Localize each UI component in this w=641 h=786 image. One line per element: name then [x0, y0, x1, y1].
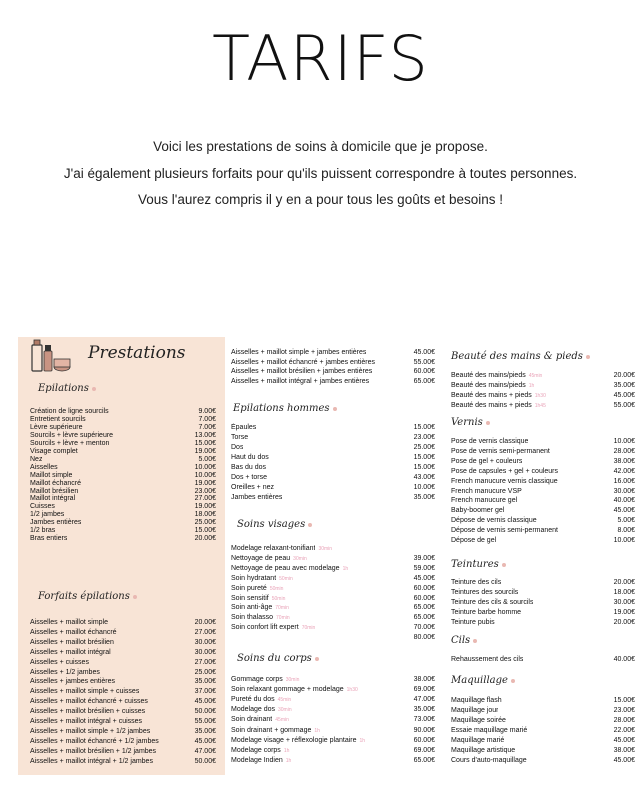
service-name: Aisselles + jambes entières [30, 678, 116, 686]
price-row [451, 401, 635, 411]
prestations-heading: Prestations [88, 343, 186, 363]
service-price: 20.00€ [194, 535, 216, 543]
service-name: Aisselles + maillot échancré [30, 628, 117, 636]
price-row [30, 707, 216, 716]
price-row [231, 675, 435, 685]
service-duration: 45min [275, 717, 289, 724]
service-name: Rehaussement des cils [451, 656, 524, 663]
service-price: 16.00€ [613, 477, 635, 485]
price-row [30, 747, 216, 756]
service-price: 10.00€ [613, 438, 635, 445]
service-name: Soin anti-âge [231, 604, 273, 612]
service-price: 80.00€ [413, 634, 435, 642]
service-price: 38.00€ [613, 457, 635, 465]
price-row [30, 534, 216, 543]
service-price: 65.00€ [413, 756, 435, 764]
service-name: Beauté des mains + pieds [451, 392, 532, 400]
service-name: Maquillage flash [451, 697, 502, 704]
price-row [231, 544, 435, 554]
price-row [231, 695, 435, 705]
service-name: Dépose de vernis classique [451, 517, 537, 525]
service-name: Soin drainant [231, 716, 273, 724]
service-price: 19.00€ [194, 503, 216, 511]
price-row [451, 506, 635, 515]
service-price: 38.00€ [413, 676, 435, 683]
service-duration: 30min [293, 555, 307, 562]
service-price: 7.00€ [198, 415, 216, 423]
price-row [231, 613, 435, 623]
service-name: Aisselles + maillot échancré + cuisses [30, 698, 148, 706]
price-row [231, 433, 435, 442]
service-name: French manucure vernis classique [451, 477, 558, 485]
service-name: Pose de gel + couleurs [451, 457, 523, 465]
price-row [30, 687, 216, 696]
service-name: Maillot échancré [30, 479, 81, 487]
service-name: Beauté des mains/pieds [451, 382, 526, 390]
price-row [451, 381, 635, 391]
price-row [231, 715, 435, 725]
service-price: 47.00€ [194, 747, 216, 755]
price-row [451, 526, 635, 535]
service-name: Bras entiers [30, 535, 68, 543]
service-name: French manucure gel [451, 497, 518, 505]
section-title-hommes: Epilations hommes [233, 403, 337, 414]
service-price: 30.00€ [613, 599, 635, 607]
section-title-beaute: Beauté des mains & pieds [451, 351, 590, 362]
service-price: 65.00€ [413, 377, 435, 385]
service-name: Maquillage artistique [451, 746, 516, 754]
service-name: Essaie maquillage marié [451, 726, 528, 734]
service-price: 10.00€ [194, 463, 216, 471]
price-row [30, 737, 216, 746]
service-price: 30.00€ [194, 638, 216, 646]
price-row [231, 705, 435, 715]
service-duration: 70min [276, 615, 290, 622]
service-price: 69.00€ [413, 686, 435, 694]
service-price: 60.00€ [413, 584, 435, 592]
service-price: 18.00€ [194, 511, 216, 519]
service-price: 15.00€ [413, 453, 435, 461]
service-name: Sourcils + lèvre supérieure [30, 431, 114, 439]
service-name: Aisselles + maillot intégral + 1/2 jambes [30, 757, 153, 765]
service-name: Maillot brésilien [30, 487, 79, 495]
service-duration: 45min [528, 373, 543, 379]
service-name: Aisselles + maillot simple + 1/2 jambes [30, 727, 151, 735]
service-name: Modelage visage + réflexologie plantaire [231, 736, 357, 744]
service-price: 5.00€ [617, 517, 635, 525]
service-name: Modelage corps [231, 746, 281, 754]
service-duration: 1h [285, 757, 292, 764]
price-row [451, 726, 635, 735]
service-name: Beauté des mains + pieds [451, 402, 532, 410]
service-price: 59.00€ [413, 564, 435, 572]
price-row [231, 473, 435, 482]
service-price: 60.00€ [413, 736, 435, 744]
price-row [30, 658, 216, 667]
price-row [231, 483, 435, 492]
price-row [231, 463, 435, 472]
service-price: 20.00€ [194, 619, 216, 626]
service-name: Dos [231, 443, 244, 451]
service-price: 45.00€ [194, 698, 216, 706]
service-price: 39.00€ [413, 554, 435, 562]
section-title-epilations: Epilations [38, 383, 96, 394]
service-price: 25.00€ [194, 668, 216, 676]
service-price: 23.00€ [613, 706, 635, 714]
service-duration: 1h [359, 737, 366, 744]
price-row [30, 638, 216, 647]
price-row [451, 457, 635, 466]
service-price: 45.00€ [413, 349, 435, 356]
service-duration: 1h30 [346, 687, 358, 694]
service-price: 7.00€ [198, 423, 216, 431]
service-name: Création de ligne sourcils [30, 408, 109, 415]
service-name: Cours d'auto-maquillage [451, 756, 527, 764]
service-price: 45.00€ [413, 574, 435, 582]
service-price: 38.00€ [613, 746, 635, 754]
price-row [30, 668, 216, 677]
service-name: Maquillage jour [451, 706, 499, 714]
service-name: Soin sensitif [231, 594, 269, 602]
service-price: 20.00€ [613, 579, 635, 586]
service-price: 50.00€ [194, 708, 216, 716]
price-row [231, 603, 435, 613]
service-price: 10.00€ [194, 471, 216, 479]
service-duration: 1h45 [534, 403, 546, 410]
price-row [451, 578, 635, 587]
service-duration: 50min [269, 585, 284, 592]
service-name: Dos + torse [231, 473, 267, 481]
section-title-cils: Cils [451, 635, 477, 646]
service-name: Pose de capsules + gel + couleurs [451, 467, 559, 475]
service-name: Aisselles + 1/2 jambes [30, 668, 100, 676]
price-row [451, 477, 635, 486]
service-price: 15.00€ [413, 463, 435, 471]
service-name: Oreilles + nez [231, 483, 274, 491]
price-row [451, 655, 635, 664]
service-name: Épaules [231, 424, 257, 431]
service-price: 27.00€ [194, 495, 216, 503]
service-price: 40.00€ [613, 497, 635, 505]
intro-line: J'ai également plusieurs forfaits pour qu'ils puissent correspondre à toutes personnes. [63, 165, 578, 181]
service-duration: 1h [314, 727, 320, 734]
service-price: 35.00€ [413, 493, 435, 501]
service-duration: 1h [528, 383, 535, 390]
service-name: Aisselles + maillot brésilien [30, 638, 114, 646]
service-name: Teinture des cils [451, 579, 502, 586]
service-name: Aisselles + maillot simple [30, 619, 108, 626]
price-row [451, 391, 635, 401]
price-row [231, 746, 435, 756]
service-name: Modelage Indien [231, 756, 283, 764]
service-price: 15.00€ [613, 697, 635, 704]
price-row [30, 628, 216, 637]
service-price: 22.00€ [613, 726, 635, 734]
service-duration: 30min [318, 546, 333, 552]
service-name: Aisselles + maillot simple + cuisses [30, 688, 140, 696]
service-price: 45.00€ [613, 392, 635, 400]
price-row [231, 633, 435, 642]
service-name: Maillot simple [30, 471, 73, 479]
price-column-1 [18, 337, 225, 775]
service-name: Visage complet [30, 447, 78, 455]
service-name: Pose de vernis classique [451, 438, 529, 445]
service-name: Soin drainant + gommage [231, 726, 312, 734]
price-row [451, 588, 635, 597]
price-row [451, 447, 635, 456]
service-price: 55.00€ [413, 358, 435, 366]
price-row [30, 697, 216, 706]
service-name: Modelage dos [231, 706, 275, 714]
service-price: 9.00€ [198, 408, 216, 415]
price-row [231, 358, 435, 367]
price-row [451, 736, 635, 745]
price-row [231, 423, 435, 432]
price-row [231, 736, 435, 746]
service-price: 60.00€ [413, 594, 435, 602]
service-price: 10.00€ [413, 483, 435, 491]
price-column-3 [446, 337, 641, 775]
service-price: 28.00€ [613, 447, 635, 455]
service-duration: 45min [277, 697, 292, 704]
price-row [451, 716, 635, 725]
service-name: Beauté des mains/pieds [451, 372, 526, 379]
service-name: Maillot intégral [30, 495, 76, 503]
service-name: Teinture pubis [451, 619, 495, 627]
price-row [231, 348, 435, 357]
service-name: Teintures des sourcils [451, 589, 519, 597]
price-row [231, 594, 435, 604]
price-row [231, 377, 435, 386]
service-price: 19.00€ [194, 479, 216, 487]
price-row [30, 757, 216, 766]
price-row [451, 706, 635, 715]
price-row [30, 677, 216, 686]
service-name: Aisselles + maillot simple + jambes entières [231, 349, 367, 356]
section-title-vernis: Vernis [451, 417, 490, 428]
service-name: Modelage relaxant-tonifiant [231, 545, 316, 552]
service-name: Nettoyage de peau [231, 554, 291, 562]
service-price: 23.00€ [413, 433, 435, 441]
price-row [30, 648, 216, 657]
service-name: Teinture barbe homme [451, 609, 522, 617]
price-row [451, 467, 635, 476]
section-title-forfaits: Forfaits épilations [38, 591, 137, 602]
service-name: 1/2 bras [30, 527, 56, 535]
service-price: 45.00€ [613, 736, 635, 744]
price-row [451, 618, 635, 627]
price-row [231, 493, 435, 502]
service-name: Pureté du dos [231, 696, 275, 704]
service-name: Soin pureté [231, 584, 267, 592]
service-price: 30.00€ [194, 648, 216, 656]
service-name: Aisselles + maillot échancré + jambes entières [231, 358, 375, 366]
service-price: 73.00€ [413, 716, 435, 724]
service-name: Nez [30, 455, 43, 463]
intro-text [0, 134, 641, 214]
service-price: 60.00€ [413, 368, 435, 376]
service-duration: 30min [277, 707, 292, 714]
service-name: Aisselles + cuisses [30, 658, 89, 666]
service-price: 65.00€ [413, 614, 435, 622]
service-price: 10.00€ [613, 537, 635, 544]
price-row [231, 584, 435, 594]
service-price: 45.00€ [613, 507, 635, 515]
service-price: 50.00€ [194, 757, 216, 765]
service-price: 13.00€ [194, 431, 216, 439]
service-duration: 1h [342, 565, 349, 572]
service-price: 15.00€ [194, 527, 216, 535]
price-row [231, 756, 435, 766]
service-name: Maquillage soirée [451, 716, 506, 724]
service-name: Aisselles [30, 463, 58, 471]
price-row [451, 487, 635, 496]
section-title-visage: Soins visages [237, 519, 312, 530]
service-price: 43.00€ [413, 473, 435, 481]
service-name: Aisselles + maillot brésilien + 1/2 jambes [30, 747, 157, 755]
service-price: 40.00€ [613, 656, 635, 663]
service-name: 1/2 jambes [30, 511, 65, 519]
service-name: Soin confort lift expert [231, 624, 299, 632]
price-row [231, 726, 435, 736]
service-name: Maquillage marié [451, 736, 505, 744]
price-row [451, 496, 635, 505]
service-name: Aisselles + maillot intégral [30, 648, 111, 656]
price-row [451, 536, 635, 545]
service-name: Bas du dos [231, 463, 267, 471]
service-name: Jambes entières [30, 519, 82, 527]
section-title-teintures: Teintures [451, 559, 506, 570]
service-duration: 70min [301, 625, 316, 632]
service-price: 37.00€ [194, 688, 216, 696]
price-column-2 [225, 337, 446, 775]
service-name: Aisselles + maillot intégral + jambes entières [231, 377, 370, 385]
intro-line: Voici les prestations de soins à domicile que je propose. [153, 139, 488, 154]
price-row [451, 746, 635, 755]
service-name: Nettoyage de peau avec modelage [231, 564, 340, 572]
price-row [231, 367, 435, 376]
section-title-maquillage: Maquillage [451, 675, 515, 686]
service-name: Pose de vernis semi-permanent [451, 447, 550, 455]
service-name: Aisselles + maillot échancré + 1/2 jambes [30, 737, 159, 745]
service-name: French manucure VSP [451, 487, 522, 495]
service-price: 90.00€ [413, 726, 435, 734]
service-name: Gommage corps [231, 676, 283, 683]
service-price: 35.00€ [613, 382, 635, 390]
service-price: 55.00€ [194, 718, 216, 725]
service-price: 23.00€ [194, 487, 216, 495]
price-row [451, 756, 635, 765]
page-title: TARIFS [212, 22, 429, 95]
price-row [231, 554, 435, 564]
price-row [30, 727, 216, 736]
intro-line: Vous l'aurez compris il y en a pour tous les goûts et besoins ! [137, 192, 504, 207]
service-name: Haut du dos [231, 453, 269, 461]
service-duration: 70min [275, 605, 289, 612]
price-row [451, 598, 635, 607]
service-name: Sourcils + lèvre + menton [30, 439, 110, 447]
price-row [30, 717, 216, 726]
service-price: 45.00€ [613, 756, 635, 764]
service-duration: 1h30 [534, 393, 546, 400]
service-name: Soin thalasso [231, 614, 274, 622]
service-duration: 30min [285, 677, 300, 683]
price-row [231, 453, 435, 462]
price-list-image [18, 337, 641, 777]
service-price: 35.00€ [194, 678, 216, 686]
service-name: Torse [231, 433, 249, 441]
price-row [451, 516, 635, 525]
service-duration: 50min [271, 595, 286, 602]
price-row [451, 371, 635, 381]
service-price: 5.00€ [198, 455, 216, 463]
price-row [231, 623, 435, 633]
price-row [451, 437, 635, 446]
service-name: Aisselles + maillot brésilien + cuisses [30, 708, 146, 716]
price-row [231, 685, 435, 695]
service-price: 55.00€ [613, 402, 635, 410]
service-price: 15.00€ [413, 424, 435, 431]
service-price: 28.00€ [613, 716, 635, 724]
service-name: Soin relaxant gommage + modelage [231, 686, 344, 694]
cosmetics-icon [30, 339, 72, 373]
service-price: 30.00€ [613, 487, 635, 495]
service-name: Entretient sourcils [30, 415, 86, 423]
price-row [451, 696, 635, 705]
service-price: 8.00€ [617, 527, 635, 535]
price-row [30, 618, 216, 627]
price-row [231, 564, 435, 574]
service-name: Cuisses [30, 503, 55, 511]
service-price: 45.00€ [194, 737, 216, 745]
service-price: 35.00€ [194, 727, 216, 735]
service-price: 15.00€ [194, 439, 216, 447]
service-price: 20.00€ [613, 619, 635, 627]
service-duration: 1h [283, 747, 290, 754]
service-price: 27.00€ [194, 628, 216, 636]
service-name: Soin hydratant [231, 574, 277, 582]
service-name: Dépose de gel [451, 537, 497, 544]
service-duration: 50min [279, 575, 293, 582]
service-price: 27.00€ [194, 658, 216, 666]
service-price: 47.00€ [413, 696, 435, 704]
service-price: 65.00€ [413, 604, 435, 612]
service-price: 19.00€ [613, 609, 635, 617]
service-name: Aisselles + maillot intégral + cuisses [30, 718, 143, 725]
service-name: Lèvre supérieure [30, 423, 83, 431]
price-row [451, 608, 635, 617]
service-price: 70.00€ [413, 624, 435, 632]
service-price: 42.00€ [613, 467, 635, 475]
service-price: 25.00€ [413, 443, 435, 451]
service-price: 19.00€ [194, 447, 216, 455]
section-title-corps: Soins du corps [237, 653, 319, 664]
service-name: Teinture des cils & sourcils [451, 599, 534, 607]
service-price: 20.00€ [613, 372, 635, 379]
service-price: 35.00€ [413, 706, 435, 714]
service-name: Baby-boomer gel [451, 507, 505, 515]
price-row [231, 443, 435, 452]
price-row [231, 574, 435, 584]
service-price: 25.00€ [194, 519, 216, 527]
service-name: Aisselles + maillot brésilien + jambes entières [231, 368, 373, 376]
service-name: Jambes entières [231, 493, 283, 501]
service-price: 18.00€ [613, 589, 635, 597]
service-name: Dépose de vernis semi-permanent [451, 527, 558, 535]
service-price: 69.00€ [413, 746, 435, 754]
